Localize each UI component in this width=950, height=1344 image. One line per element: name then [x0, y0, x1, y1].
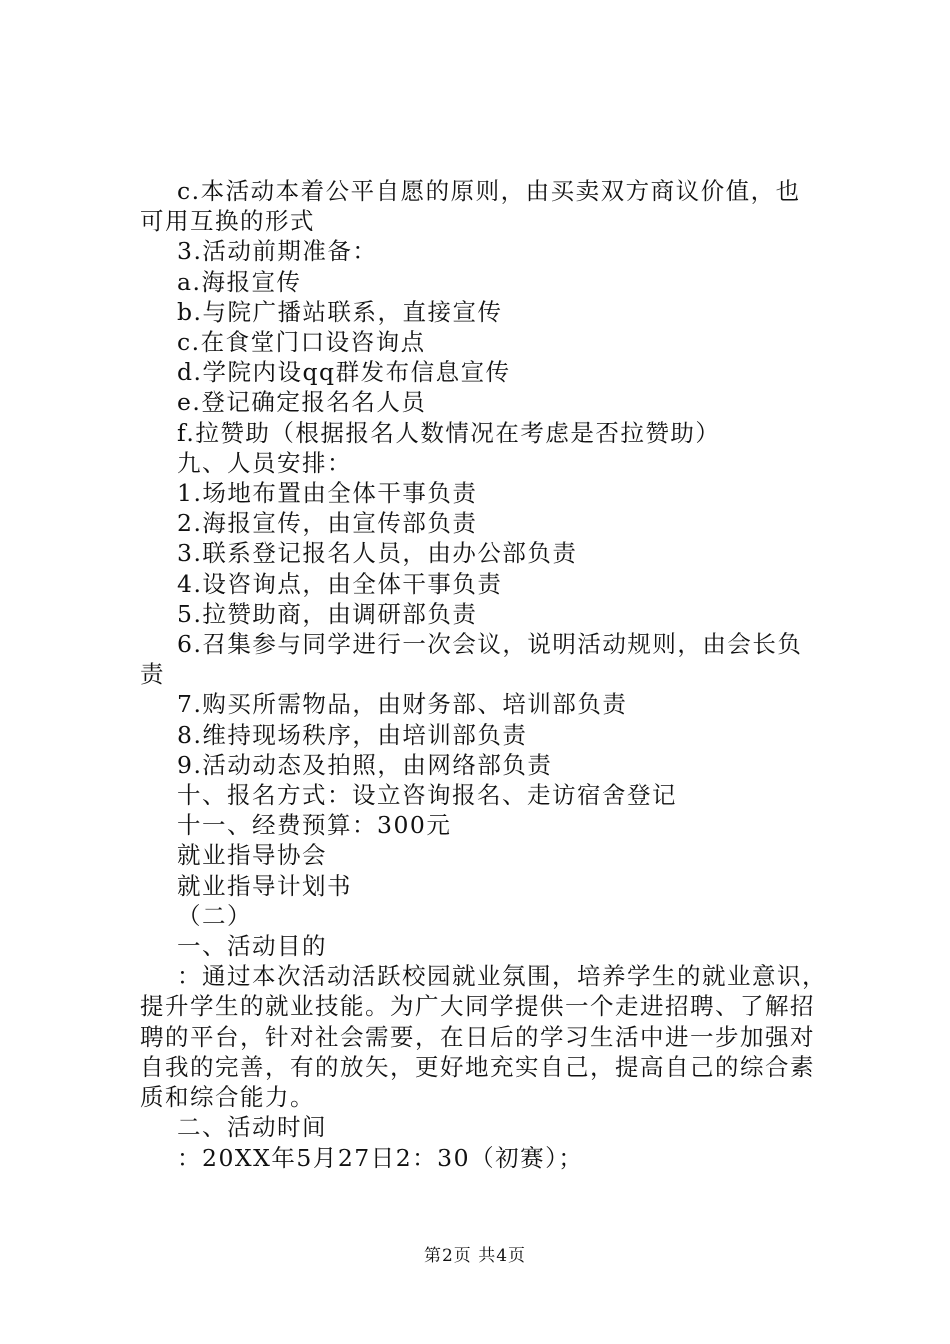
text-line: e.登记确定报名名人员: [177, 388, 427, 417]
text-line: 二、活动时间: [177, 1113, 327, 1142]
text-line: 质和综合能力。: [140, 1083, 315, 1112]
text-line: ：通过本次活动活跃校园就业氛围，培养学生的就业意识，: [177, 962, 827, 991]
text-line: 一、活动目的: [177, 932, 327, 961]
text-line: 提升学生的就业技能。为广大同学提供一个走进招聘、了解招: [140, 992, 815, 1021]
text-line: 5.拉赞助商，由调研部负责: [177, 599, 478, 628]
text-line: 可用互换的形式: [140, 207, 315, 236]
text-line: （二）: [177, 901, 252, 930]
text-line: c.在食堂门口设咨询点: [177, 328, 426, 357]
text-line: a.海报宣传: [177, 267, 302, 296]
text-line: 十、报名方式：设立咨询报名、走访宿舍登记: [177, 781, 677, 810]
text-line: b.与院广播站联系，直接宣传: [177, 297, 503, 326]
text-line: ：20XX年5月27日2：30（初赛）；: [177, 1143, 584, 1172]
text-line: 4.设咨询点，由全体干事负责: [177, 569, 503, 598]
page-footer: 第2页 共4页: [423, 1246, 527, 1266]
text-line: c.本活动本着公平自愿的原则，由买卖双方商议价值，也: [177, 177, 801, 205]
text-line: 责: [140, 660, 165, 689]
text-line: 聘的平台，针对社会需要，在日后的学习生活中进一步加强对: [140, 1022, 815, 1051]
text-line: 九、人员安排：: [177, 448, 352, 477]
text-line: d.学院内设qq群发布信息宣传: [177, 358, 511, 387]
text-line: 就业指导计划书: [177, 871, 352, 900]
text-line: 2.海报宣传，由宣传部负责: [177, 509, 478, 538]
text-line: 8.维持现场秩序，由培训部负责: [177, 720, 528, 749]
text-line: 6.召集参与同学进行一次会议，说明活动规则，由会长负: [177, 630, 803, 659]
text-line: 自我的完善，有的放矢，更好地充实自己，提高自己的综合素: [140, 1052, 815, 1081]
text-line: 就业指导协会: [177, 841, 327, 870]
text-line: 9.活动动态及拍照，由网络部负责: [177, 750, 553, 779]
text-line: 3.活动前期准备：: [177, 237, 378, 266]
document-body: [140, 176, 840, 1173]
text-line: 1.场地布置由全体干事负责: [177, 479, 478, 508]
text-line: f.拉赞助（根据报名人数情况在考虑是否拉赞助）: [177, 418, 721, 447]
text-line: 十一、经费预算：300元: [177, 811, 452, 840]
text-line: 7.购买所需物品，由财务部、培训部负责: [177, 690, 628, 719]
text-line: 3.联系登记报名人员，由办公部负责: [177, 539, 578, 568]
